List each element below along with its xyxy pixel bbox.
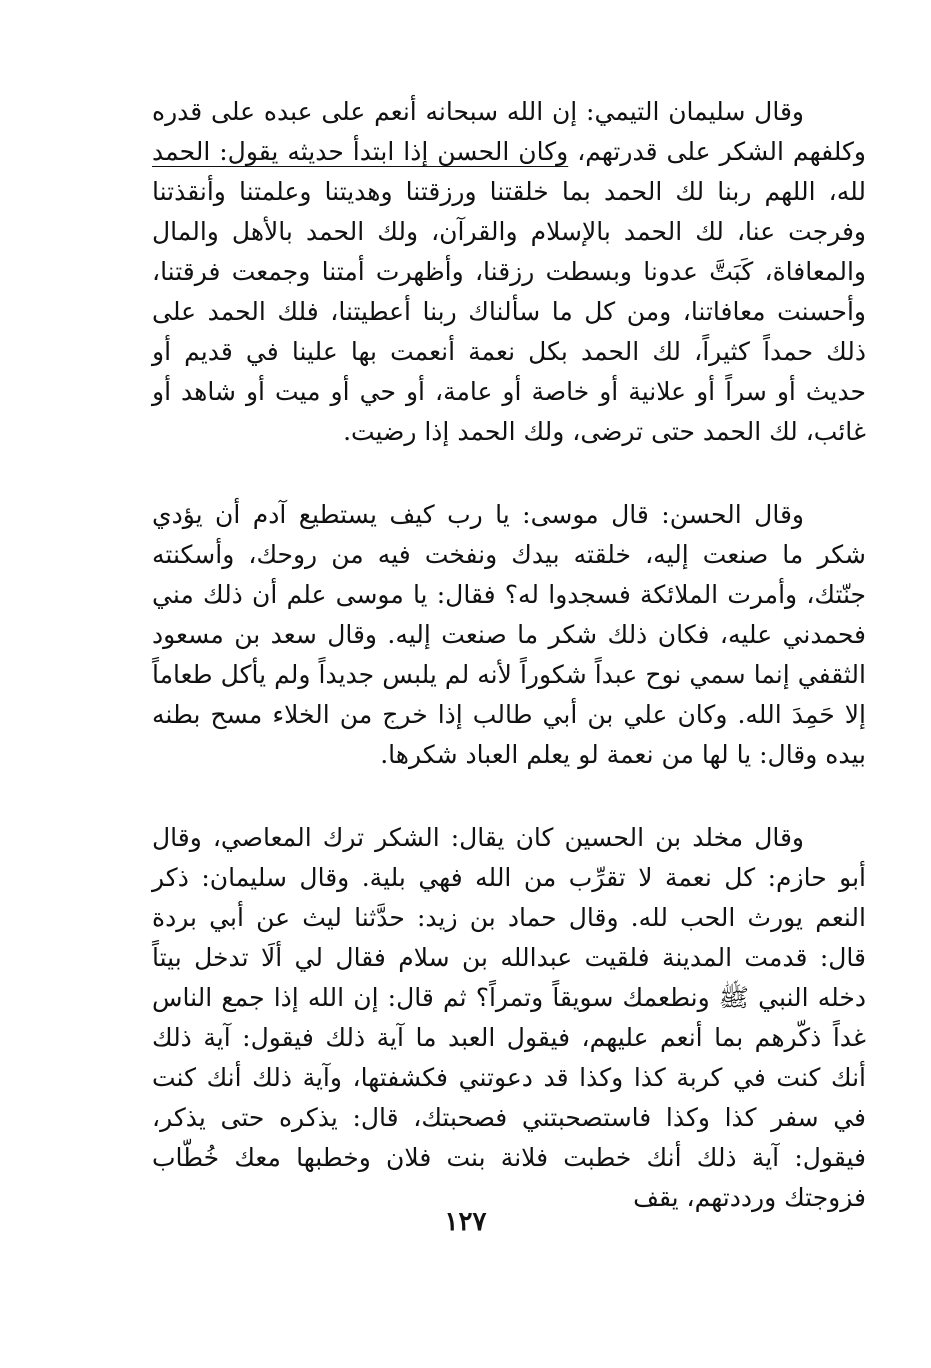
paragraph-1-text (152, 92, 866, 452)
paragraph-1-part-b: لله، اللهم ربنا لك الحمد بما خلقتنا ورزقتنا وهديتنا وعلمتنا وأنقذتنا وفرجت عنا، لك الحمد بالإسلام والقرآن، ولك الحمد بالأهل والمال والمعافاة، كَبَتَّ عدونا وبسطت رزقنا، وأظهرت أمتنا وجمعت فرقتنا، وأحسنت معافاتنا، ومن كل ما سألناك ربنا أعطيتنا، فلك الحمد على ذلك حمداً كثيراً، لك الحمد بكل نعمة أنعمت بها علينا في قديم أو حديث أو سراً أو علانية أو خاصة أو عامة، أو حي أو ميت أو شاهد أو غائب، لك الحمد حتى ترضى، ولك الحمد إذا رضيت. (152, 177, 866, 446)
paragraph-1-underlined-text: وكان الحسن إذا ابتدأ حديثه يقول: الحمد (152, 137, 569, 166)
paragraph-2-text: وقال الحسن: قال موسى: يا رب كيف يستطيع آدم أن يؤدي شكر ما صنعت إليه، خلقته بيدك ونفخت فيه من روحك، وأسكنته جنّتك، وأمرت الملائكة فسجدوا له؟ فقال: يا موسى علم أن ذلك مني فحمدني عليه، فكان ذلك شكر ما صنعت إليه. وقال سعد بن مسعود الثقفي إنما سمي نوح عبداً شكوراً لأنه لم يلبس جديداً ولم يأكل طعاماً إلا حَمِدَ الله. وكان علي بن أبي طالب إذا خرج من الخلاء مسح بطنه بيده وقال: يا لها من نعمة لو يعلم العباد شكرها. (152, 500, 866, 769)
page-number: ١٢٧ (444, 1207, 487, 1237)
paragraph-3 (152, 818, 866, 1218)
paragraph-2 (152, 495, 866, 775)
paragraph-3-text: وقال مخلد بن الحسين كان يقال: الشكر ترك المعاصي، وقال أبو حازم: كل نعمة لا تقرِّب من الله فهي بلية. وقال سليمان: ذكر النعم يورث الحب لله. وقال حماد بن زيد: حدَّثنا ليث عن أبي بردة قال: قدمت المدينة فلقيت عبدالله بن سلام فقال لي ألَا تدخل بيتاً دخله النبي ﷺ ونطعمك سويقاً وتمراً؟ ثم قال: إن الله إذا جمع الناس غداً ذكّرهم بما أنعم عليهم، فيقول العبد ما آية ذلك فيقول: آية ذلك أنك كنت في كربة كذا وكذا قد دعوتني فكشفتها، وآية ذلك أنك كنت في سفر كذا وكذا فاستصحبتني فصحبتك، قال: يذكره حتى يذكر، فيقول: آية ذلك أنك خطبت فلانة بنت فلان وخطبها معك خُطّاب فزوجتك ورددتهم، يقف (152, 823, 866, 1212)
paragraph-1-part-a: وقال سليمان التيمي: إن الله سبحانه أنعم على عبده على قدره وكلفهم الشكر على قدرتهم، (152, 97, 866, 166)
paragraph-1 (152, 92, 866, 452)
